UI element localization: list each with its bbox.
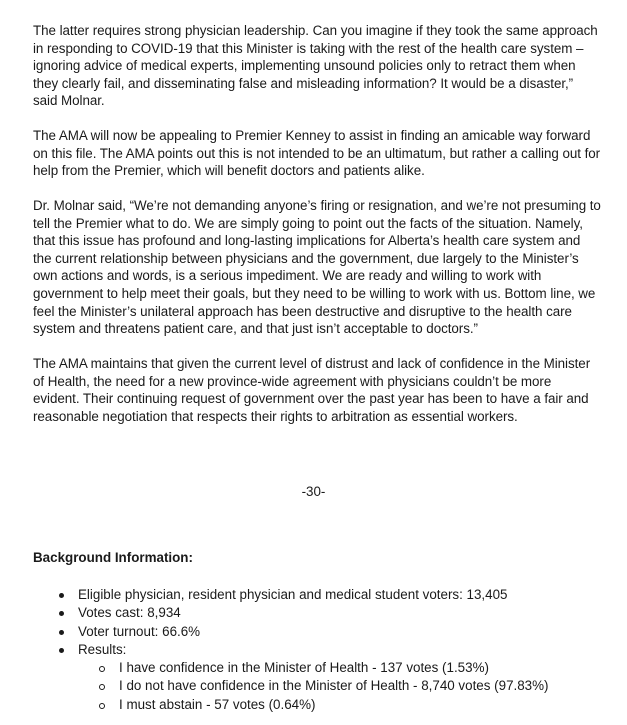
bullet-text: Votes cast: 8,934 [78,605,181,621]
bullet-dot-icon [59,630,64,635]
results-sub-list [0,659,627,714]
bullet-dot-icon [59,648,64,653]
bullet-circle-icon [99,684,105,690]
bullet-circle-icon [99,703,105,709]
bullet-item [0,604,627,622]
bullet-circle-icon [99,666,105,672]
background-bullet-list [0,586,627,659]
paragraph-molnar-statement: Dr. Molnar said, “We’re not demanding anyone’s firing or resignation, and we’re not presuming to tell the Premier what to do. We are simply going to point out the facts of the situation. Namely, that this issue has profound and long-lasting implications for Alberta’s health care system and the current relationship between physicians and the government, due largely to the Minister’s own actions and words, is a serious impediment. We are ready and willing to work with government to help meet their goals, but they need to be willing to work with us. Bottom line, we feel the Minister’s unilateral approach has been destructive and disruptive to the health care system and threatens patient care, and that just isn’t acceptable to doctors.” [33,198,601,337]
result-text: I have confidence in the Minister of Health - 137 votes (1.53%) [119,660,489,675]
bullet-dot-icon [59,611,64,616]
end-mark: -30- [301,484,326,499]
bullet-item [0,586,627,604]
bullet-text: Voter turnout: 66.6% [78,623,201,639]
result-text: I must abstain - 57 votes (0.64%) [119,696,316,712]
result-item [0,659,627,677]
paragraph-ama-maintains: The AMA maintains that given the current level of distrust and lack of confidence in the Minister of Health, the need for a new province-wide agreement with physicians couldn’t be more evident. Their continuing request of government over the past year has been to have a fair and reasonable negotiation that respects their rights to arbitration as essential workers. [33,356,591,424]
bullet-item [0,641,627,659]
paragraph-appeal-premier: The AMA will now be appealing to Premier Kenney to assist in finding an amicable way forward on this file. The AMA points out this is not intended to be an ultimatum, but rather a calling out for help from the Premier, which will benefit doctors and patients alike. [33,128,601,179]
result-item [0,696,627,714]
bullet-text: Eligible physician, resident physician and medical student voters: 13,405 [78,587,508,602]
result-item [0,677,627,695]
bullet-dot-icon [59,593,64,598]
background-heading: Background Information: [33,550,193,565]
result-text: I do not have confidence in the Minister of Health - 8,740 votes (97.83%) [119,678,549,694]
paragraph-molnar-quote: The latter requires strong physician leadership. Can you imagine if they took the same approach in responding to COVID-19 that this Minister is taking with the rest of the health care system – ignoring advice of medical experts, implementing unsound policies only to retract them when they clearly fail, and disseminating false and misleading information? It would be a disaster,” said Molnar. [33,23,598,109]
bullet-text: Results: [78,641,127,657]
bullet-item [0,623,627,641]
